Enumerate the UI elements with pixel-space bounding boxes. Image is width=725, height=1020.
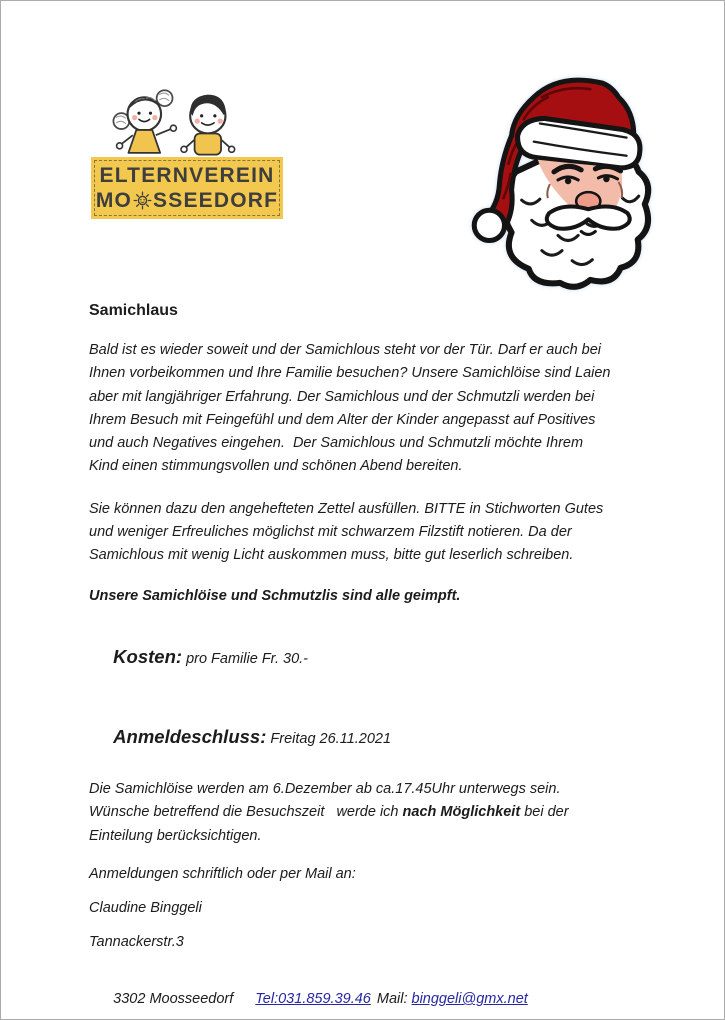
document-body <box>89 301 649 1020</box>
schedule-line-2-bold: nach Möglichkeit <box>402 804 521 821</box>
mail-label: Mail: <box>376 991 408 1008</box>
contact-row <box>89 965 649 1020</box>
zettel-line: und weniger Erfreuliches möglichst mit schwarzem Filzstift notieren. Da der <box>89 524 572 541</box>
intro-line: Kind einen stimmungsvollen und schönen Abend bereiten. <box>89 458 463 475</box>
schedule-line-2-pre: Wünsche betreffend die Besuchszeit werde ich <box>89 804 403 821</box>
intro-line: und auch Negatives eingehen. Der Samichlous und Schmutzli möchte Ihrem <box>89 435 584 452</box>
schedule-line-2 <box>89 804 569 820</box>
intro-line: Bald ist es wieder soweit und der Samichlous steht vor der Tür. Darf er auch bei <box>89 342 602 358</box>
sun-smiley-icon <box>133 191 152 210</box>
contact-street: Tannackerstr.3 <box>89 934 184 951</box>
logo-word-sseedorf: SSEEDORF <box>153 189 279 212</box>
schedule-line-2-post: bei der <box>520 804 569 821</box>
intro-line: Ihrem Besuch mit Feingefühl und dem Alter der Kinder angepasst auf Positives <box>89 411 596 428</box>
page-title: Samichlaus <box>89 302 178 319</box>
zettel-line: Samichlous mit wenig Licht auskommen muss, bitte gut leserlich schreiben. <box>89 547 574 564</box>
kosten-value: pro Familie Fr. 30.- <box>182 650 309 667</box>
vaccinated-note: Unsere Samichlöise und Schmutzlis sind alle geimpft. <box>89 587 461 604</box>
contact-city: 3302 Moosseedorf <box>113 991 234 1008</box>
santa-claus-head-illustration-icon <box>453 71 665 293</box>
intro-paragraph <box>89 339 649 479</box>
logo-word-mo: MO <box>95 189 133 212</box>
zettel-line: Sie können dazu den angehefteten Zettel ausfüllen. BITTE in Stichworten Gutes <box>89 500 604 517</box>
two-children-illustration-icon <box>109 85 259 159</box>
schedule-line-1: Die Samichlöise werden am 6.Dezember ab ca.17.45Uhr unterwegs sein. <box>89 780 561 797</box>
elternverein-logo-text <box>91 157 283 219</box>
mail-link[interactable]: binggeli@gmx.net <box>411 991 528 1008</box>
intro-line: Ihnen vorbeikommen und Ihre Familie besuchen? Unsere Samichlöise sind Laien <box>89 365 611 382</box>
intro-line: aber mit langjähriger Erfahrung. Der Samichlous und der Schmutzli werden bei <box>89 388 595 405</box>
zettel-paragraph <box>89 498 649 568</box>
anmeldeschluss-label: Anmeldeschluss: <box>113 725 267 747</box>
logo-word-elternverein: ELTERNVEREIN <box>99 164 275 187</box>
logo-line-2 <box>96 188 278 213</box>
schedule-line-3: Einteilung berücksichtigen. <box>89 827 262 844</box>
tel-link[interactable]: Tel:031.859.39.46 <box>255 991 371 1008</box>
schedule-paragraph <box>89 778 649 848</box>
kosten-label: Kosten: <box>113 645 183 667</box>
anmeldeschluss-value: Freitag 26.11.2021 <box>266 730 392 747</box>
anmeldeschluss-line <box>89 698 649 778</box>
elternverein-logo-box <box>91 157 283 219</box>
kosten-line <box>89 618 649 698</box>
contact-name: Claudine Binggeli <box>89 900 202 917</box>
closing-intro: Anmeldungen schriftlich oder per Mail an: <box>89 865 356 882</box>
logo-line-1 <box>99 163 274 188</box>
